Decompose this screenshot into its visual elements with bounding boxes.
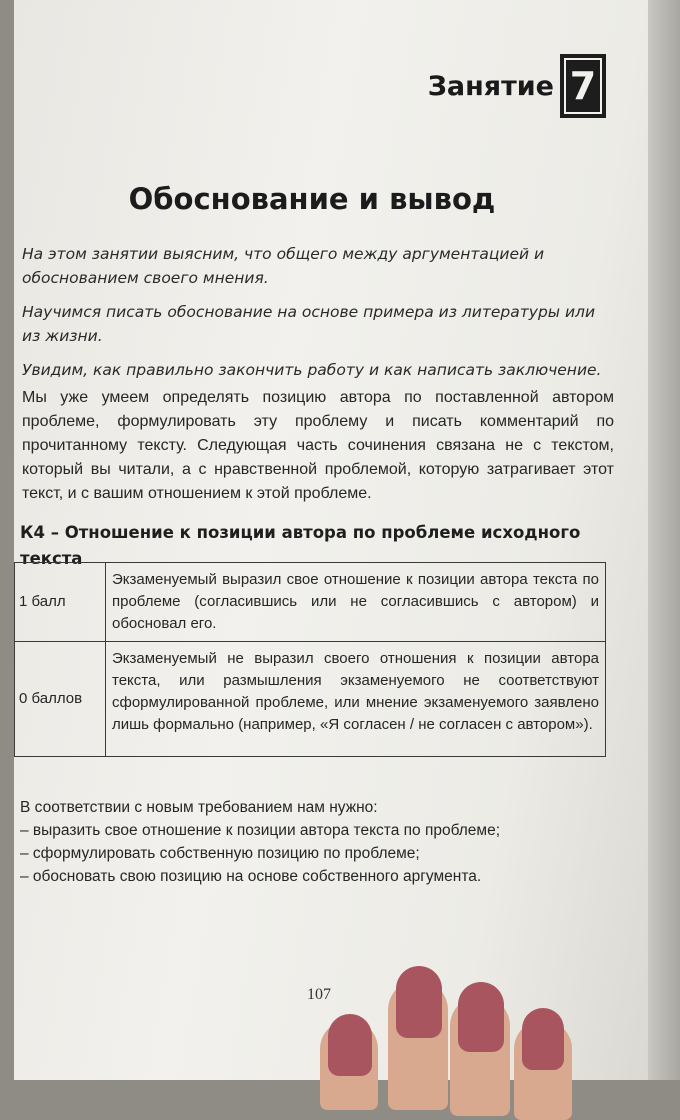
- score-cell: 1 балл: [15, 563, 106, 642]
- requirements-lead: В соответствии с новым требованием нам нужно:: [20, 799, 378, 816]
- hand-fingers: [300, 960, 600, 1090]
- criterion-table: [14, 562, 606, 757]
- intro-line-2: Научимся писать обоснование на основе примера из литературы или из жизни.: [22, 303, 596, 345]
- body-paragraph: Мы уже умеем определять позицию автора по поставленной автором проблеме, формулировать эту проблему и писать комментарий по прочитанному тексту. Следующая часть сочинения связана не с текстом, который вы читали, а с нравственной проблемой, которую затрагивает этот текст, и с вашим отношением к этой проблеме.: [22, 389, 614, 502]
- intro: [22, 242, 612, 392]
- table-row: [15, 563, 606, 642]
- criterion-heading: К4 – Отношение к позиции автора по проблеме исходного текста: [20, 523, 581, 568]
- list-item: – выразить свое отношение к позиции автора текста по проблеме;: [20, 822, 501, 839]
- table-row: [15, 642, 606, 757]
- lesson-header: [428, 54, 606, 118]
- list-item: – сформулировать собственную позицию по проблеме;: [20, 845, 420, 862]
- lesson-word: Занятие: [427, 70, 554, 102]
- list-item: – обосновать свою позицию на основе собственного аргумента.: [20, 868, 482, 885]
- page-title: Обоснование и вывод: [128, 182, 496, 216]
- intro-line-3: Увидим, как правильно закончить работу и как написать заключение.: [22, 361, 602, 379]
- book-page: [14, 0, 664, 1080]
- lesson-number-badge: 7: [560, 54, 606, 118]
- description-cell: Экзаменуемый выразил свое отношение к позиции автора текста по проблеме (согласившись или не согласившись с автором) и обосновал его.: [106, 563, 606, 642]
- page-edge: [648, 0, 680, 1080]
- page-number: 107: [307, 986, 331, 1003]
- description-cell: Экзаменуемый не выразил своего отношения к позиции автора текста, или размышления экзаменуемого не соответствуют сформулированной проблеме, или мнение экзаменуемого заявлено лишь формально (например, «Я согласен / не согласен с автором»).: [106, 642, 606, 757]
- intro-line-1: На этом занятии выясним, что общего между аргументацией и обоснованием своего мнения.: [22, 245, 545, 287]
- score-cell: 0 баллов: [15, 642, 106, 757]
- requirements-list: [20, 796, 580, 888]
